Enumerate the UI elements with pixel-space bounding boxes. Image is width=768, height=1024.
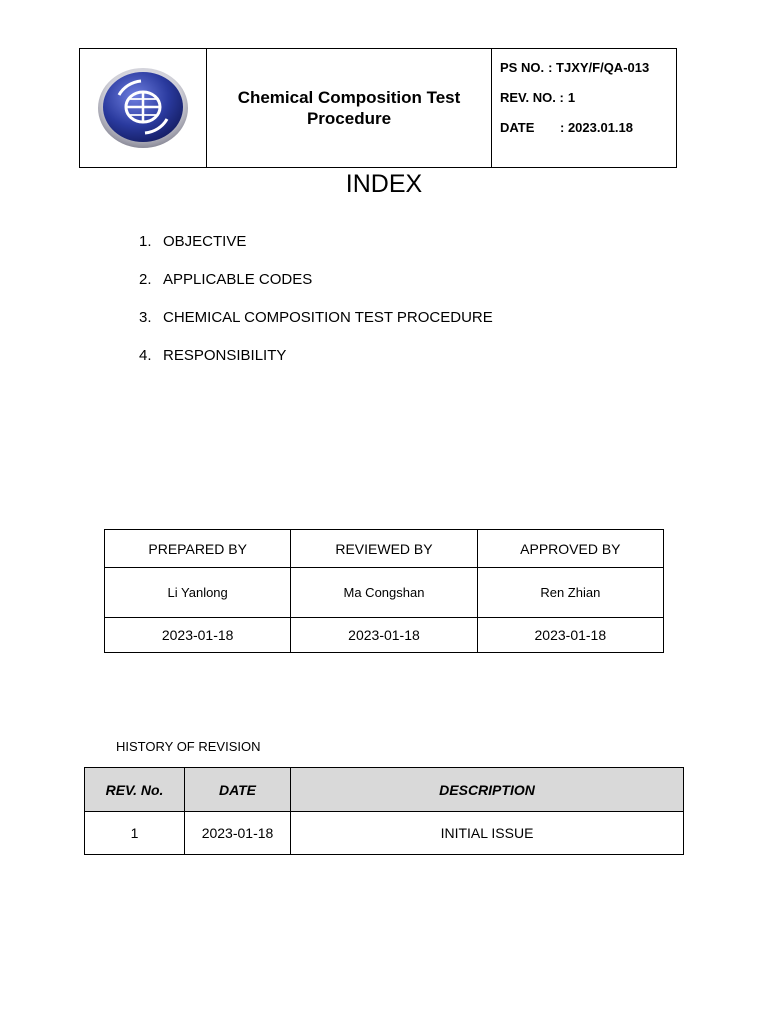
prepared-date: 2023-01-18 xyxy=(105,618,291,653)
rev-no-value: 1 xyxy=(567,89,576,105)
revision-history-label: HISTORY OF REVISION xyxy=(116,739,261,754)
approval-header-row xyxy=(105,530,664,568)
date-value: : 2023.01.18 xyxy=(560,119,634,135)
index-list xyxy=(139,222,493,374)
index-item-number: 4. xyxy=(139,346,152,364)
ps-no-row xyxy=(500,52,676,82)
approval-dates-row xyxy=(105,618,664,653)
logo-cell xyxy=(80,49,207,167)
prepared-by-header: PREPARED BY xyxy=(105,530,291,568)
document-header xyxy=(79,48,677,168)
ps-no-label: PS NO. xyxy=(500,59,545,75)
ps-no-value: : TJXY/F/QA-013 xyxy=(548,59,650,75)
index-item-label: RESPONSIBILITY xyxy=(163,346,287,364)
index-item xyxy=(139,222,493,260)
approved-by-header: APPROVED BY xyxy=(477,530,663,568)
rev-no-row xyxy=(500,82,676,112)
date-cell: 2023-01-18 xyxy=(185,812,291,855)
table-row xyxy=(85,812,684,855)
index-item-label: APPLICABLE CODES xyxy=(163,270,313,288)
index-item-number: 2. xyxy=(139,270,152,288)
index-item xyxy=(139,298,493,336)
reviewed-by-header: REVIEWED BY xyxy=(291,530,477,568)
approval-names-row xyxy=(105,568,664,618)
document-meta xyxy=(492,49,676,167)
date-header: DATE xyxy=(185,768,291,812)
index-item xyxy=(139,260,493,298)
index-item-number: 3. xyxy=(139,308,152,326)
rev-no-cell: 1 xyxy=(85,812,185,855)
date-row xyxy=(500,112,676,142)
prepared-by-name: Li Yanlong xyxy=(105,568,291,618)
rev-no-label: REV. NO. : xyxy=(500,89,564,105)
approved-by-name: Ren Zhian xyxy=(477,568,663,618)
revision-header-row xyxy=(85,768,684,812)
document-title: Chemical Composition Test Procedure xyxy=(207,49,492,167)
index-item-label: OBJECTIVE xyxy=(163,232,247,250)
approved-date: 2023-01-18 xyxy=(477,618,663,653)
index-title: INDEX xyxy=(345,170,423,198)
reviewed-by-name: Ma Congshan xyxy=(291,568,477,618)
reviewed-date: 2023-01-18 xyxy=(291,618,477,653)
rev-no-header: REV. No. xyxy=(85,768,185,812)
description-header: DESCRIPTION xyxy=(291,768,684,812)
approval-table xyxy=(104,529,664,653)
description-cell: INITIAL ISSUE xyxy=(291,812,684,855)
index-item-label: CHEMICAL COMPOSITION TEST PROCEDURE xyxy=(163,308,493,326)
company-logo-icon xyxy=(97,67,189,149)
index-item xyxy=(139,336,493,374)
revision-history-table xyxy=(84,767,684,855)
date-label: DATE xyxy=(500,119,535,135)
index-item-number: 1. xyxy=(139,232,152,250)
